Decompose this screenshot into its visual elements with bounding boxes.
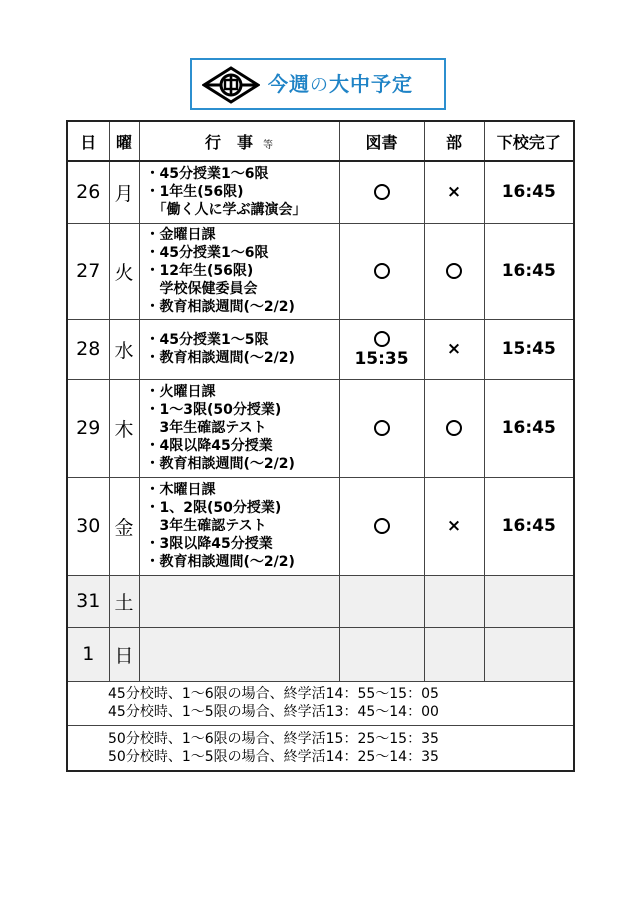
day-cell: 30 (67, 477, 109, 575)
notes-row (67, 725, 574, 771)
header-club: 部 (424, 121, 484, 161)
schedule-table (66, 120, 575, 772)
circle-mark-icon (446, 420, 462, 436)
library-cell (339, 319, 424, 379)
club-cell: × (424, 161, 484, 223)
club-cell (424, 223, 484, 319)
header-events-small: 等 (263, 139, 273, 151)
table-row (67, 161, 574, 223)
circle-mark-icon (374, 420, 390, 436)
events-cell: ・火曜日課 ・1～3限(50分授業) 3年生確認テスト ・4限以降45分授業 ・教育相談週間(～2/2) (139, 379, 339, 477)
header-day: 日 (67, 121, 109, 161)
title-particle: の (310, 75, 329, 96)
school-emblem-icon (202, 66, 260, 104)
day-cell: 28 (67, 319, 109, 379)
dismissal-cell: 16:45 (484, 477, 574, 575)
dismissal-cell: 15:45 (484, 319, 574, 379)
title-suffix: 大中予定 (329, 72, 413, 96)
dow-cell: 月 (109, 161, 139, 223)
table-row (67, 319, 574, 379)
dow-cell: 日 (109, 627, 139, 681)
events-cell: ・金曜日課 ・45分授業1～6限 ・12年生(56限) 学校保健委員会 ・教育相談週間(～2/2) (139, 223, 339, 319)
header-dow: 曜 (109, 121, 139, 161)
day-cell: 1 (67, 627, 109, 681)
club-cell: × (424, 319, 484, 379)
note-45min: 45分校時、1～6限の場合、終学活14：55～15：05 45分校時、1～5限の場合、終学活13：45～14：00 (67, 681, 574, 725)
library-cell (339, 223, 424, 319)
circle-mark-icon (374, 263, 390, 279)
notes-row (67, 681, 574, 725)
note-50min: 50分校時、1～6限の場合、終学活15：25～15：35 50分校時、1～5限の場合、終学活14：25～14：35 (67, 725, 574, 771)
club-cell (424, 575, 484, 627)
dismissal-cell: 16:45 (484, 223, 574, 319)
events-cell: ・45分授業1～5限 ・教育相談週間(～2/2) (139, 319, 339, 379)
table-row (67, 575, 574, 627)
day-cell: 31 (67, 575, 109, 627)
library-cell (339, 575, 424, 627)
dow-cell: 火 (109, 223, 139, 319)
dismissal-cell: 16:45 (484, 379, 574, 477)
dow-cell: 金 (109, 477, 139, 575)
header-dismissal: 下校完了 (484, 121, 574, 161)
events-cell: ・45分授業1～6限 ・1年生(56限) 「働く人に学ぶ講演会」 (139, 161, 339, 223)
circle-mark-icon (374, 331, 390, 347)
club-cell (424, 627, 484, 681)
events-cell: ・木曜日課 ・1、2限(50分授業) 3年生確認テスト ・3限以降45分授業 ・教育相談週間(～2/2) (139, 477, 339, 575)
library-cell (339, 627, 424, 681)
dow-cell: 木 (109, 379, 139, 477)
day-cell: 26 (67, 161, 109, 223)
header-events-label: 行 事 (204, 132, 253, 152)
dow-cell: 土 (109, 575, 139, 627)
club-cell (424, 379, 484, 477)
circle-mark-icon (374, 518, 390, 534)
table-row (67, 627, 574, 681)
header-library: 図書 (339, 121, 424, 161)
club-cell: × (424, 477, 484, 575)
events-cell (139, 627, 339, 681)
dismissal-cell (484, 575, 574, 627)
title-prefix: 今週 (268, 72, 310, 96)
dismissal-cell: 16:45 (484, 161, 574, 223)
table-row (67, 477, 574, 575)
dismissal-cell (484, 627, 574, 681)
library-cell (339, 379, 424, 477)
day-cell: 29 (67, 379, 109, 477)
title-banner (190, 58, 446, 110)
table-row (67, 223, 574, 319)
header-events (139, 121, 339, 161)
circle-mark-icon (446, 263, 462, 279)
events-cell (139, 575, 339, 627)
table-row (67, 379, 574, 477)
dow-cell: 水 (109, 319, 139, 379)
library-cell (339, 161, 424, 223)
header-row (67, 121, 574, 161)
library-cell (339, 477, 424, 575)
day-cell: 27 (67, 223, 109, 319)
library-time: 15:35 (354, 349, 409, 369)
page-title (268, 72, 413, 98)
circle-mark-icon (374, 184, 390, 200)
